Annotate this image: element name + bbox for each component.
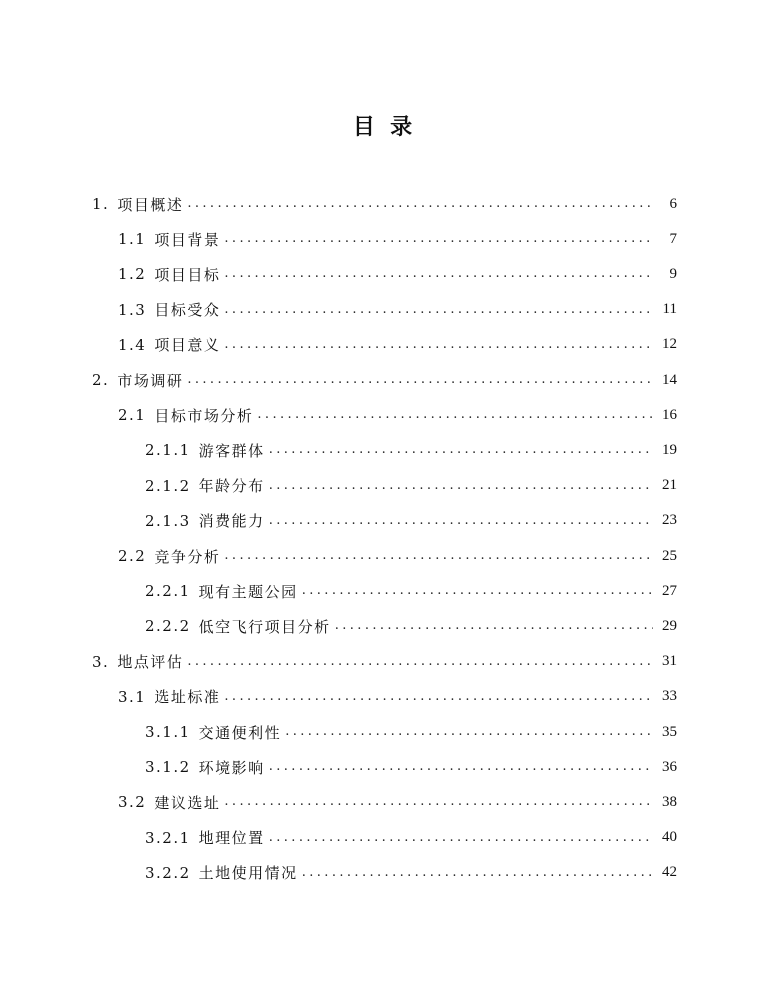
toc-entry[interactable] <box>145 821 677 855</box>
toc-entry-number: 3.2.1 <box>145 828 191 847</box>
toc-leader-dots <box>224 680 653 714</box>
toc-leader-dots <box>257 398 653 432</box>
toc-entry-page-number: 40 <box>662 829 677 846</box>
toc-entry-page-number: 21 <box>662 477 677 494</box>
toc-entry[interactable] <box>118 539 677 573</box>
toc-entry-number: 1. <box>92 195 110 213</box>
toc-leader-dots <box>224 257 653 291</box>
toc-entry-title: 游客群体 <box>198 441 265 460</box>
toc-entry-title: 市场调研 <box>117 371 184 390</box>
toc-entry-page-number: 19 <box>662 441 677 458</box>
toc-entry-number: 1.2 <box>118 265 147 284</box>
toc-entry-title: 交通便利性 <box>198 723 282 742</box>
toc-entry[interactable] <box>92 645 677 679</box>
toc-entry-title: 地理位置 <box>198 829 265 848</box>
toc-entry[interactable] <box>118 257 677 291</box>
toc-entry-number: 3.1.2 <box>145 758 191 777</box>
toc-leader-dots <box>302 574 653 608</box>
toc-entry-number: 2.1.1 <box>145 441 191 460</box>
toc-leader-dots <box>187 645 653 679</box>
toc-leader-dots <box>269 504 653 538</box>
toc-entry-title: 项目背景 <box>154 230 221 249</box>
toc-entry-number: 1.1 <box>118 230 147 249</box>
toc-entry[interactable] <box>92 363 677 397</box>
toc-leader-dots <box>269 433 653 467</box>
toc-leader-dots <box>187 363 653 397</box>
toc-entry-number: 2. <box>92 371 110 389</box>
toc-entry-page-number: 14 <box>662 371 677 388</box>
toc-leader-dots <box>224 328 653 362</box>
toc-leader-dots <box>187 187 653 221</box>
toc-entry-number: 2.2.1 <box>145 582 191 601</box>
toc-entry-page-number: 23 <box>662 512 677 529</box>
toc-leader-dots <box>269 750 653 784</box>
toc-leader-dots <box>302 856 653 890</box>
toc-entry-title: 地点评估 <box>117 653 184 672</box>
toc-entry[interactable] <box>118 398 677 432</box>
toc-leader-dots <box>335 609 653 643</box>
toc-entry-title: 项目意义 <box>154 336 221 355</box>
toc-entry-title: 年龄分布 <box>198 477 265 496</box>
toc-entry-title: 现有主题公园 <box>198 582 298 601</box>
toc-entry[interactable] <box>145 504 677 538</box>
toc-leader-dots <box>269 469 653 503</box>
toc-leader-dots <box>285 715 653 749</box>
toc-entry-number: 3.1 <box>118 687 147 706</box>
toc-entry-title: 低空飞行项目分析 <box>198 617 331 636</box>
toc-entry-number: 3.1.1 <box>145 723 191 741</box>
toc-entry-title: 建议选址 <box>154 793 221 812</box>
toc-entry[interactable] <box>118 222 677 256</box>
toc-entry-page-number: 25 <box>662 547 677 564</box>
toc-leader-dots <box>224 293 653 327</box>
toc-entry[interactable] <box>145 715 677 749</box>
toc-entry-page-number: 35 <box>662 723 677 740</box>
toc-leader-dots <box>224 539 653 573</box>
toc-entry[interactable] <box>145 433 677 467</box>
toc-entry-number: 2.1.3 <box>145 511 191 530</box>
toc-entry-number: 3.2.2 <box>145 863 191 882</box>
toc-entry-title: 竞争分析 <box>154 547 221 566</box>
toc-entry[interactable] <box>118 680 677 714</box>
toc-entry-title: 目标市场分析 <box>154 406 254 425</box>
toc-entry-title: 选址标准 <box>154 688 221 707</box>
toc-entry[interactable] <box>92 187 677 221</box>
toc-entry[interactable] <box>118 293 677 327</box>
toc-leader-dots <box>269 821 653 855</box>
toc-entry-page-number: 11 <box>662 301 677 318</box>
toc-entry[interactable] <box>118 328 677 362</box>
toc-entry-number: 2.1.2 <box>145 476 191 495</box>
toc-entry-page-number: 29 <box>662 617 677 634</box>
toc-entry-page-number: 16 <box>662 406 677 423</box>
toc-entry-page-number: 42 <box>662 864 677 881</box>
toc-entry[interactable] <box>145 750 677 784</box>
toc-leader-dots <box>224 785 653 819</box>
toc-entry[interactable] <box>145 609 677 643</box>
toc-entry-page-number: 7 <box>669 230 677 247</box>
toc-entry[interactable] <box>118 785 677 819</box>
toc-entry-number: 3. <box>92 652 110 671</box>
toc-entry-page-number: 9 <box>669 265 677 282</box>
toc-entry-page-number: 31 <box>662 653 677 670</box>
toc-entry-title: 目标受众 <box>154 301 221 320</box>
toc-leader-dots <box>224 222 653 256</box>
toc-entry-page-number: 27 <box>662 582 677 599</box>
toc-entry-title: 项目目标 <box>154 265 221 284</box>
page-title: 目 录 <box>352 115 413 140</box>
toc-entry-title: 环境影响 <box>198 758 265 777</box>
toc-entry-number: 2.2 <box>118 547 147 565</box>
toc-entry[interactable] <box>145 469 677 503</box>
toc-entry-title: 消费能力 <box>198 512 265 531</box>
toc-entry-number: 3.2 <box>118 793 147 812</box>
toc-entry-number: 1.3 <box>118 300 147 319</box>
toc-entry[interactable] <box>145 856 677 890</box>
toc-entry-page-number: 36 <box>662 758 677 775</box>
toc-entry-number: 2.2.2 <box>145 617 191 636</box>
toc-entry-number: 1.4 <box>118 335 147 354</box>
toc-entry-page-number: 33 <box>662 688 677 705</box>
toc-entry[interactable] <box>145 574 677 608</box>
toc-entry-page-number: 6 <box>669 195 677 212</box>
toc-entry-title: 土地使用情况 <box>198 864 298 883</box>
toc-entry-number: 2.1 <box>118 406 147 425</box>
toc-entry-page-number: 12 <box>662 336 677 353</box>
toc-entry-title: 项目概述 <box>117 195 184 214</box>
toc-entry-page-number: 38 <box>662 793 677 810</box>
